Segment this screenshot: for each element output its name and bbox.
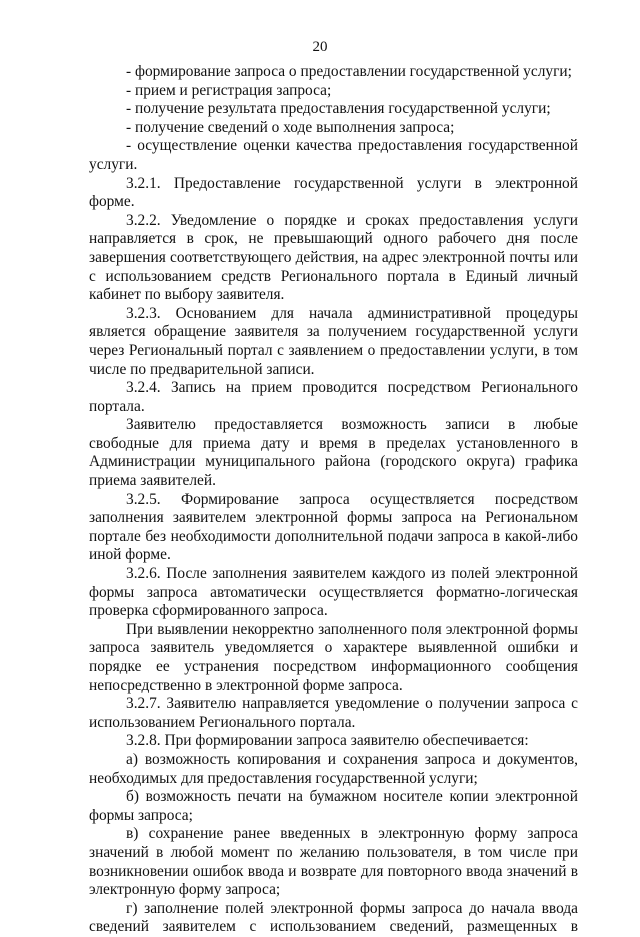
subclause-g: г) заполнение полей электронной формы запроса до начала ввода сведений заявителем с использованием сведений, размещенных в xyxy=(89,899,578,936)
clause-3-2-1: 3.2.1. Предоставление государственной услуги в электронной форме. xyxy=(89,174,578,211)
subclause-v: в) сохранение ранее введенных в электронную форму запроса значений в любой момент по желанию пользователя, в том числе при возникновении ошибок ввода и возврате для повторного ввода значений в электронную форму запроса; xyxy=(89,825,578,899)
clause-3-2-5: 3.2.5. Формирование запроса осуществляется посредством заполнения заявителем электронной формы запроса на Региональном портале без необходимости дополнительной подачи запроса в какой-либо иной форме. xyxy=(89,490,578,564)
list-item-reception-registration: - прием и регистрация запроса; xyxy=(126,81,332,99)
clause-3-2-2: 3.2.2. Уведомление о порядке и сроках предоставления услуги направляется в срок, не превышающий одного рабочего дня после завершения соответствующего действия, на адрес электронной почты или с использованием средств Регионального портала в Единый личный кабинет по выбору заявителя. xyxy=(89,211,578,304)
clause-3-2-3: 3.2.3. Основанием для начала административной процедуры является обращение заявителя за получением государственной услуги через Региональный портал с заявлением о предоставлении услуги, в том числе по предварительной записи. xyxy=(89,304,578,378)
page-number: 20 xyxy=(312,39,328,55)
subclause-a: а) возможность копирования и сохранения запроса и документов, необходимых для предоставления государственной услуги; xyxy=(89,750,578,787)
document-body xyxy=(89,63,578,937)
list-item-result-receipt: - получение результата предоставления государственной услуги; xyxy=(126,100,551,118)
list-item-quality-assessment: - осуществление оценки качества предоставления государственной услуги. xyxy=(89,137,578,173)
subclause-b: б) возможность печати на бумажном носителе копии электронной формы запроса; xyxy=(89,788,578,824)
clause-3-2-4: 3.2.4. Запись на прием проводится посредством Регионального портала. xyxy=(89,379,578,415)
paragraph-error-notification: При выявлении некорректно заполненного поля электронной формы запроса заявитель уведомляется о характере выявленной ошибки и порядке ее устранения посредством информационного сообщения непосредственно в электронной форме запроса. xyxy=(89,620,578,694)
list-item-status-info: - получение сведений о ходе выполнения запроса; xyxy=(126,118,455,136)
paragraph-appointment-options: Заявителю предоставляется возможность записи в любые свободные для приема дату и время в пределах установленного в Администрации муниципального района (городского округа) графика приема заявителей. xyxy=(89,416,578,490)
list-item-request-formation: - формирование запроса о предоставлении государственной услуги; xyxy=(126,63,572,80)
clause-3-2-6: 3.2.6. После заполнения заявителем каждого из полей электронной формы запроса автоматически осуществляется форматно-логическая проверка сформированного запроса. xyxy=(89,565,578,620)
clause-3-2-7: 3.2.7. Заявителю направляется уведомление о получении запроса с использованием Регионального портала. xyxy=(89,695,578,731)
clause-3-2-8: 3.2.8. При формировании запроса заявителю обеспечивается: xyxy=(126,732,529,750)
